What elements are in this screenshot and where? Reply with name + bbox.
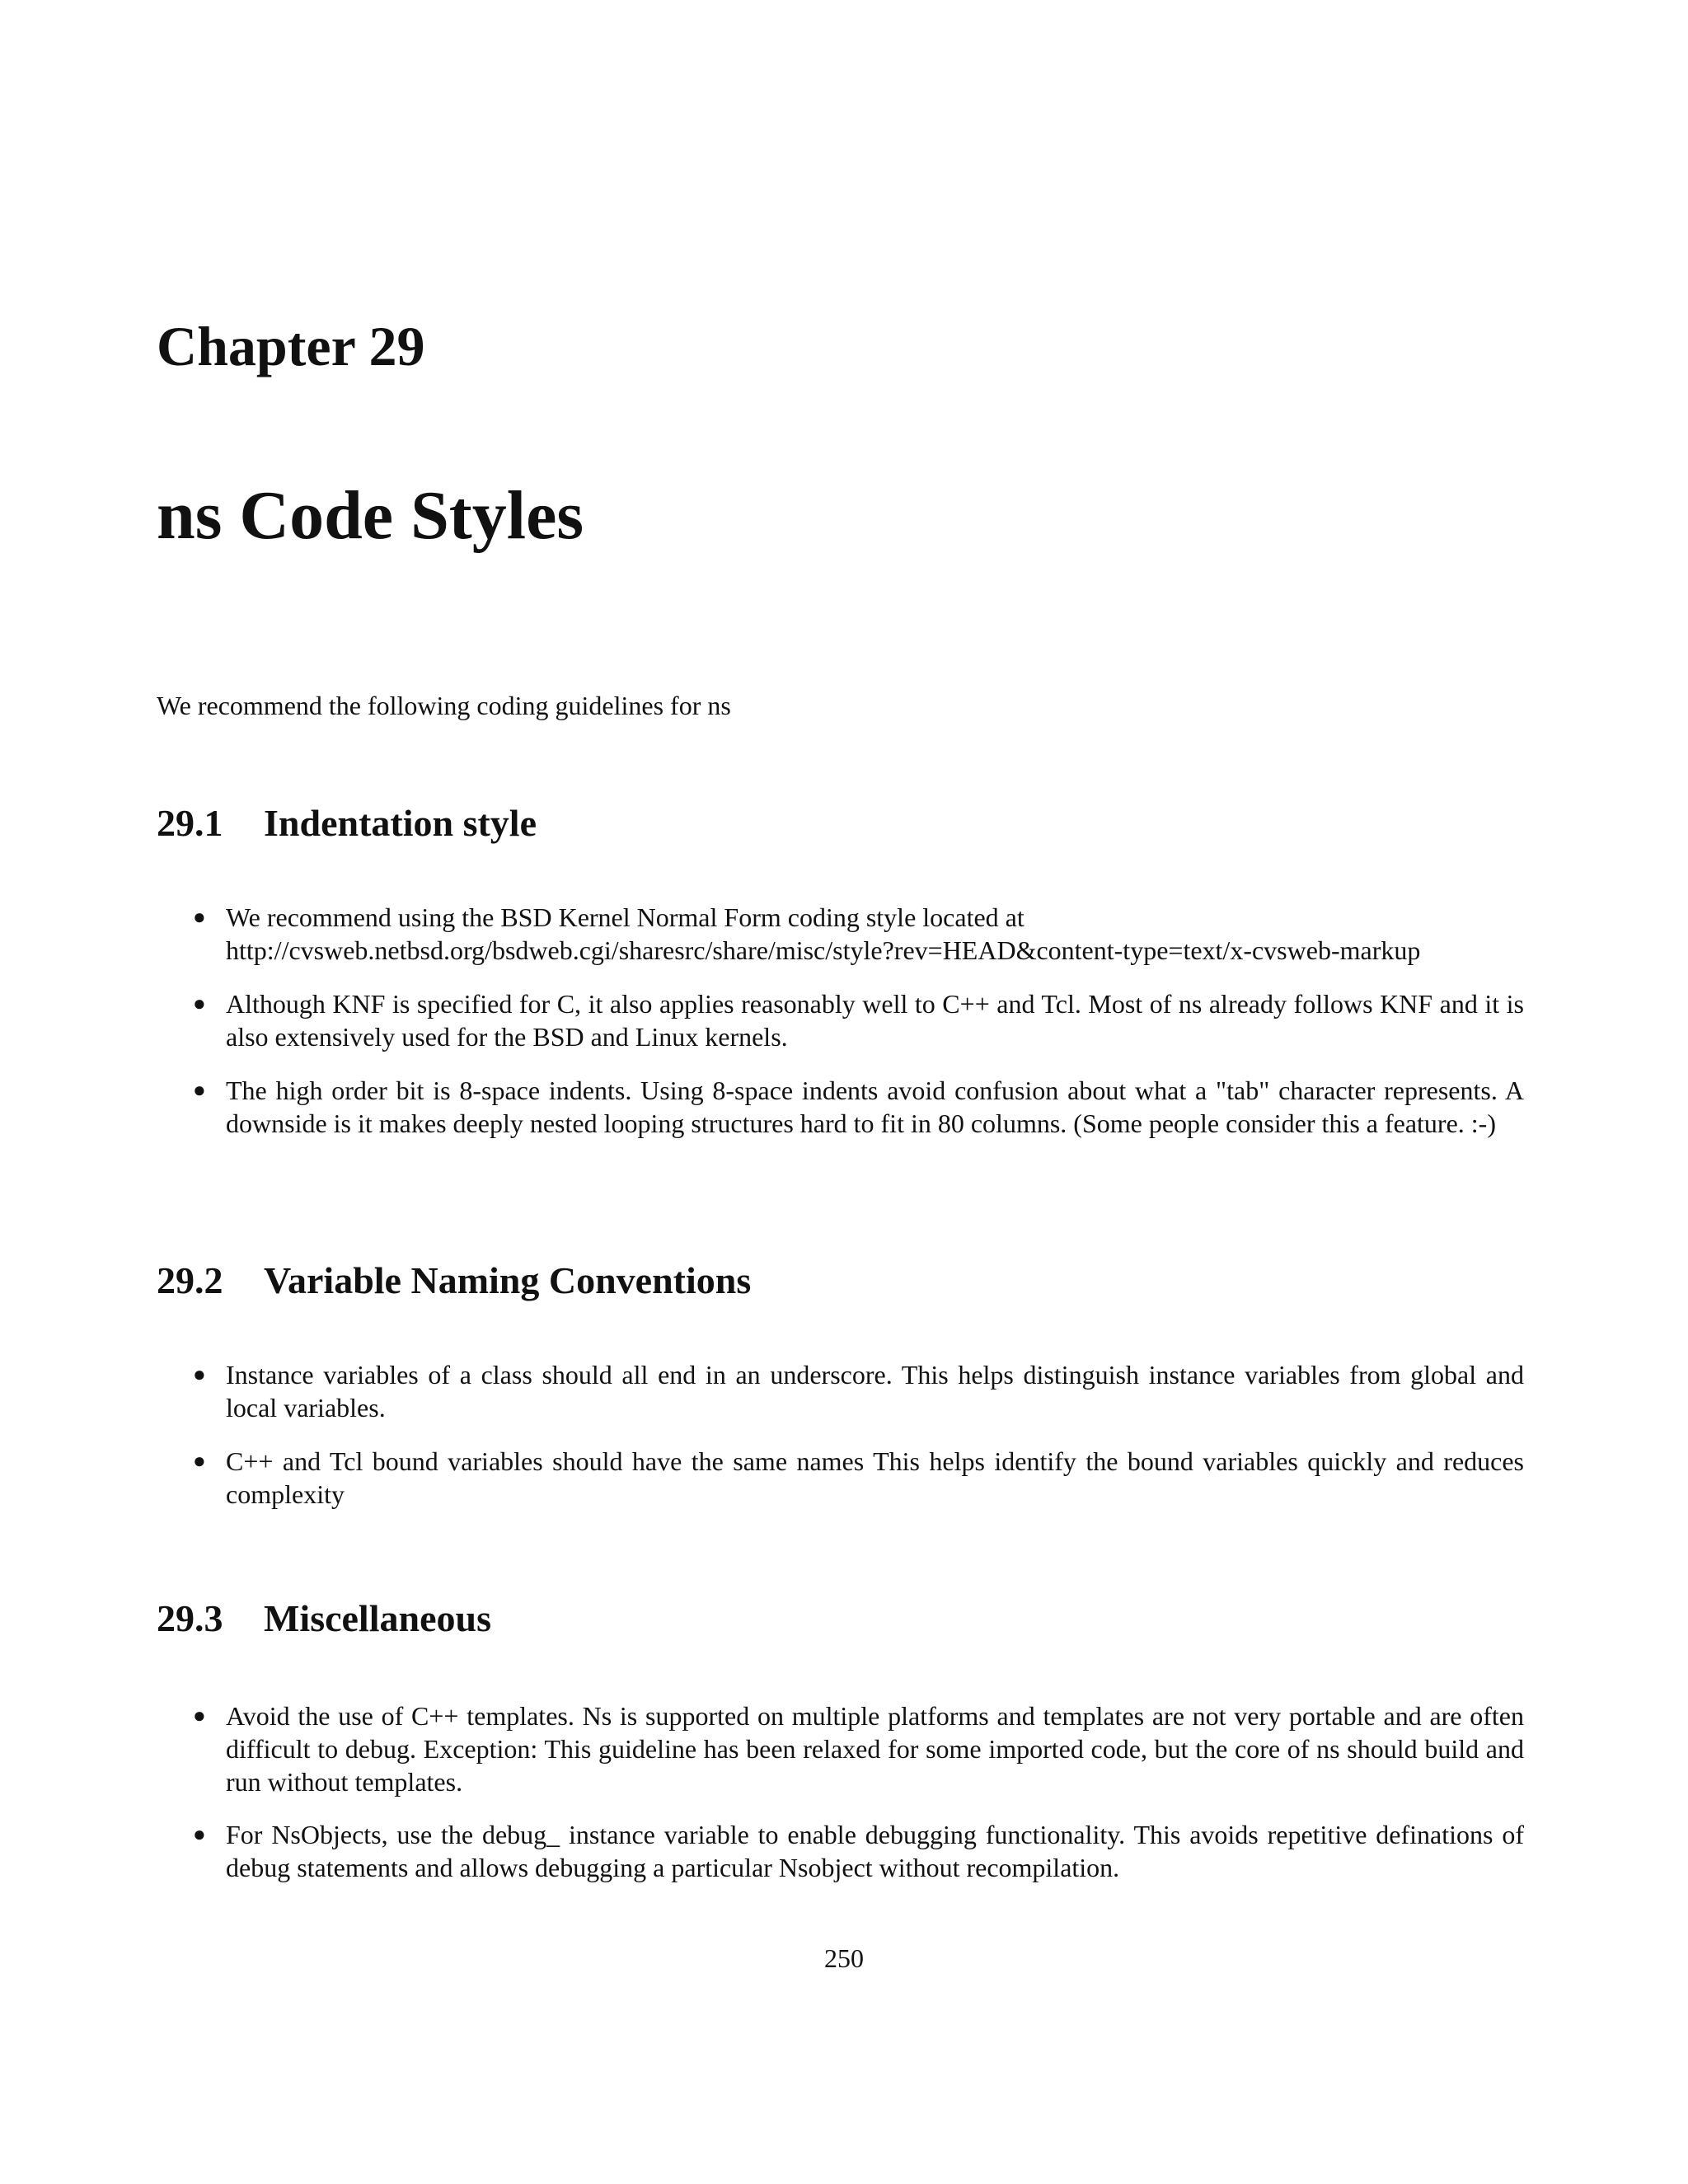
style-guide-url: http://cvsweb.netbsd.org/bsdweb.cgi/sharesrc/share/misc/style?rev=HEAD&content-type=text/x-cvsweb-markup xyxy=(226,935,1421,965)
list-item-text: For NsObjects, use the debug_ instance variable to enable debugging functionality. This avoids repetitive definations of debug statements and allows debugging a particular Nsobject without recompilation. xyxy=(226,1820,1524,1882)
list-item-text: Avoid the use of C++ templates. Ns is supported on multiple platforms and templates are not very portable and are often difficult to debug. Exception: This guideline has been relaxed for some imported code, but the core of ns should build and run without templates. xyxy=(226,1701,1524,1797)
bullet-icon: ● xyxy=(193,1704,206,1727)
section-number: 29.2 xyxy=(157,1259,223,1301)
list-item xyxy=(195,1699,1524,1798)
list-item-text: Instance variables of a class should all end in an underscore. This helps distinguish instance variables from global and local variables. xyxy=(226,1360,1524,1422)
list-item-text: C++ and Tcl bound variables should have the same names This helps identify the bound variables quickly and reduces complexity xyxy=(226,1446,1524,1509)
section-heading-naming xyxy=(157,1259,752,1301)
bullet-icon: ● xyxy=(193,905,206,929)
list-item xyxy=(195,1445,1524,1511)
section-title: Variable Naming Conventions xyxy=(264,1259,752,1301)
section-title: Miscellaneous xyxy=(264,1597,491,1639)
page-number: 250 xyxy=(824,1943,864,1973)
section-title: Indentation style xyxy=(264,802,537,844)
section-heading-misc xyxy=(157,1597,491,1639)
bullet-icon: ● xyxy=(193,1449,206,1473)
list-item xyxy=(195,1358,1524,1424)
chapter-intro: We recommend the following coding guidelines for ns xyxy=(157,691,731,720)
list-item-text: Although KNF is specified for C, it also applies reasonably well to C++ and Tcl. Most of ns already follows KNF and it is also extensively used for the BSD and Linux kernels. xyxy=(226,989,1524,1052)
chapter-title: ns Code Styles xyxy=(157,477,584,554)
list-item-text: We recommend using the BSD Kernel Normal Form coding style located at xyxy=(226,902,1025,932)
list-item xyxy=(195,901,1524,967)
list-item xyxy=(195,1074,1524,1140)
section-number: 29.1 xyxy=(157,802,223,844)
list-item xyxy=(195,987,1524,1053)
section-heading-indentation xyxy=(157,804,537,842)
bullet-icon: ● xyxy=(193,1362,206,1386)
bullet-icon: ● xyxy=(193,991,206,1015)
list-item xyxy=(195,1818,1524,1884)
bullet-icon: ● xyxy=(193,1078,206,1102)
chapter-label: Chapter 29 xyxy=(157,315,425,377)
bullet-icon: ● xyxy=(193,1822,206,1846)
section-number: 29.3 xyxy=(157,1597,223,1639)
list-item-text: The high order bit is 8-space indents. Using 8-space indents avoid confusion about what a "tab" character represents. A downside is it makes deeply nested looping structures hard to fit in 80 columns. (Some people consider this a feature. :-) xyxy=(226,1076,1524,1138)
